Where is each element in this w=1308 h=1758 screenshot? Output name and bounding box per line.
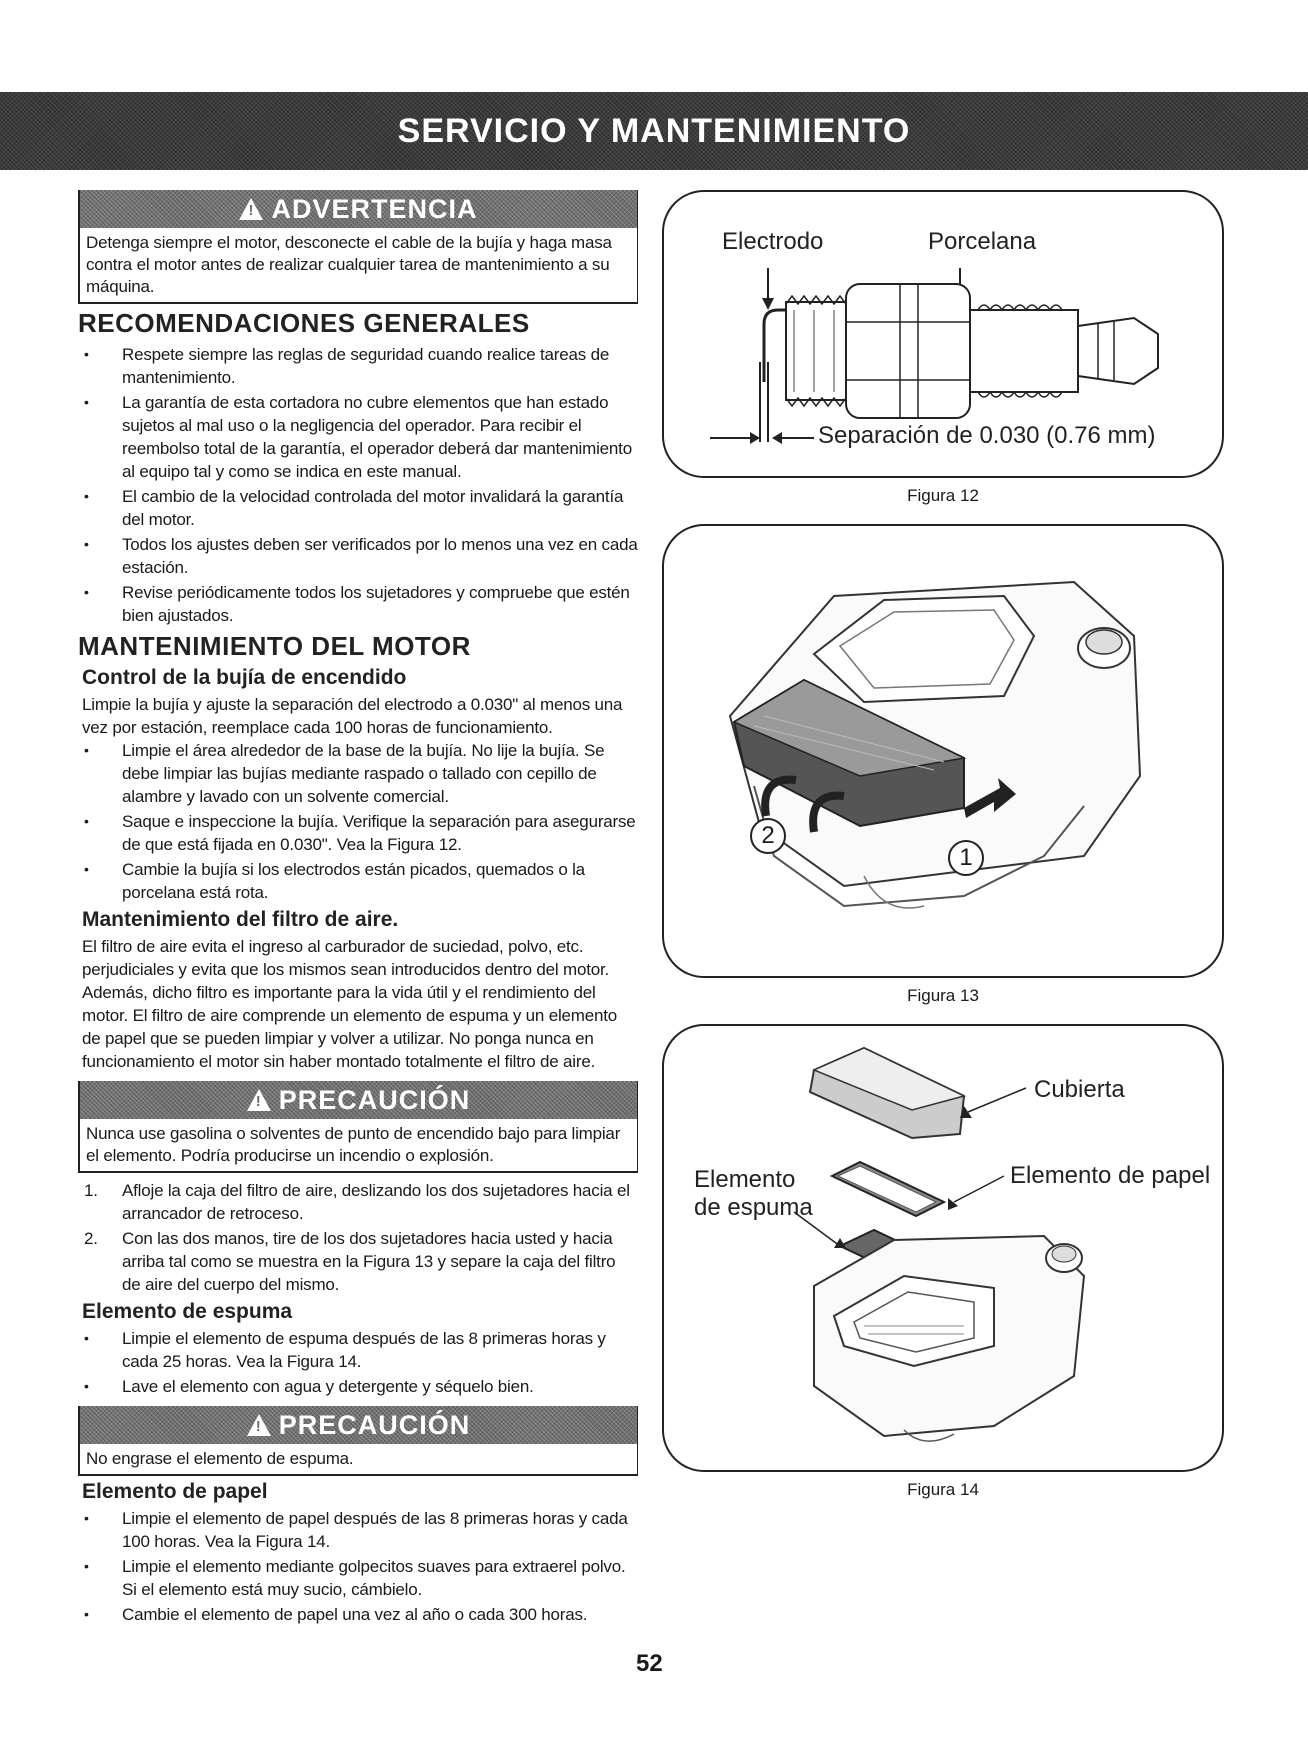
- list-item: • Saque e inspeccione la bujía. Verifique la separación para asegurarse de que está fijada en 0.030". Vea la Figura 12.: [82, 810, 638, 856]
- electrode-label: Electrodo: [722, 228, 824, 255]
- paper-list: [82, 1507, 638, 1626]
- foam-heading: Elemento de espuma: [82, 1300, 293, 1323]
- page-number: 52: [636, 1650, 663, 1677]
- figure-12: [662, 190, 1224, 478]
- caution-text: Nunca use gasolina o solventes de punto de encendido bajo para limpiar el elemento. Podría producirse un incendio o explosión.: [86, 1124, 621, 1165]
- list-item: • Respete siempre las reglas de seguridad cuando realice tareas de mantenimiento.: [82, 343, 638, 389]
- caution-box-2: [78, 1406, 638, 1476]
- spark-heading: Control de la bujía de encendido: [82, 666, 407, 689]
- left-column: [78, 190, 638, 1628]
- list-item: • Revise periódicamente todos los sujetadores y compruebe que estén bien ajustados.: [82, 581, 638, 627]
- list-item: 1. Afloje la caja del filtro de aire, deslizando los dos sujetadores hacia el arrancador de retroceso.: [84, 1181, 630, 1223]
- warning-triangle-icon: [247, 1089, 271, 1111]
- list-item: • Limpie el elemento de papel después de las 8 primeras horas y cada 100 horas. Vea la Figura 14.: [82, 1507, 638, 1553]
- foam-element-label-line1: Elemento: [694, 1166, 796, 1193]
- list-item: • Limpie el elemento de espuma después de las 8 primeras horas y cada 25 horas. Vea la Figura 14.: [82, 1327, 638, 1373]
- foam-element-label-line2: de espuma: [694, 1194, 813, 1221]
- air-filter-heading: Mantenimiento del filtro de aire.: [82, 908, 399, 931]
- spark-intro: Limpie la bujía y ajuste la separación del electrodo a 0.030" al menos una vez por estación, reemplace cada 100 horas de funcionamiento.: [82, 695, 623, 737]
- warning-triangle-icon: [247, 1414, 271, 1436]
- air-filter-parts-drawing: [664, 1026, 1222, 1470]
- engine-heading: MANTENIMIENTO DEL MOTOR: [78, 631, 471, 661]
- list-item: • Cambie el elemento de papel una vez al año o cada 300 horas.: [82, 1603, 638, 1626]
- steps-list: [82, 1179, 638, 1296]
- foam-list: [82, 1327, 638, 1398]
- page-banner: [0, 92, 1308, 170]
- caution-text: No engrase el elemento de espuma.: [86, 1449, 354, 1468]
- caution-heading: PRECAUCIÓN: [278, 1409, 471, 1440]
- figure-12-caption: Figura 12: [907, 486, 979, 505]
- figure-14-caption: Figura 14: [907, 1480, 979, 1499]
- paper-heading: Elemento de papel: [82, 1480, 268, 1503]
- gap-label: Separación de 0.030 (0.76 mm): [818, 422, 1156, 449]
- warning-header: [80, 190, 637, 228]
- cover-label: Cubierta: [1034, 1076, 1125, 1103]
- page-title: SERVICIO Y MANTENIMIENTO: [397, 111, 911, 150]
- list-item: • Todos los ajustes deben ser verificados por lo menos una vez en cada estación.: [82, 533, 638, 579]
- spark-list: [82, 739, 638, 904]
- warning-heading: ADVERTENCIA: [271, 193, 478, 224]
- caution-box: [78, 1081, 638, 1173]
- callout-2: 2: [750, 818, 786, 854]
- caution-header: [80, 1081, 637, 1119]
- figure-13-caption: Figura 13: [907, 986, 979, 1005]
- figure-14: [662, 1024, 1224, 1472]
- warning-triangle-icon: [239, 198, 263, 220]
- list-item: • Limpie el área alrededor de la base de la bujía. No lije la bujía. Se debe limpiar las bujías mediante raspado o tallado con cepillo de alambre y lavado con un solvente comercial.: [82, 739, 638, 808]
- warning-box: [78, 190, 638, 304]
- list-item: 2. Con las dos manos, tire de los dos sujetadores hacia usted y hacia arriba tal como se muestra en la Figura 13 y separe la caja del filtro de aire del cuerpo del mismo.: [84, 1229, 616, 1294]
- list-item: • Limpie el elemento mediante golpecitos suaves para extraerel polvo. Si el elemento está muy sucio, cámbielo.: [82, 1555, 638, 1601]
- list-item: • El cambio de la velocidad controlada del motor invalidará la garantía del motor.: [82, 485, 638, 531]
- list-item: • Lave el elemento con agua y detergente y séquelo bien.: [82, 1375, 638, 1398]
- air-filter-intro: El filtro de aire evita el ingreso al carburador de suciedad, polvo, etc. perjudiciales y evita que los mismos sean introducidos dentro del motor. Además, dicho filtro es importante para la vida útil y el rendimiento del motor. El filtro de aire comprende un elemento de espuma y un elemento de papel que se pueden limpiar y volver a utilizar. No ponga nunca en funcionamiento el motor sin haber montado totalmente el filtro de aire.: [82, 937, 618, 1071]
- list-item: • Cambie la bujía si los electrodos están picados, quemados o la porcelana está rota.: [82, 858, 638, 904]
- porcelain-label: Porcelana: [928, 228, 1037, 255]
- general-list: [82, 343, 638, 627]
- general-heading: RECOMENDACIONES GENERALES: [78, 308, 530, 338]
- air-filter-removal-drawing: [664, 526, 1222, 976]
- caution-header: [80, 1406, 637, 1444]
- paper-element-label: Elemento de papel: [1010, 1162, 1211, 1189]
- right-column: [662, 190, 1224, 1518]
- callout-1: 1: [948, 840, 984, 876]
- list-item: • La garantía de esta cortadora no cubre elementos que han estado sujetos al mal uso o la negligencia del operador. Para recibir el reembolso total de la garantía, el operador deberá dar mantenimiento al equipo tal y como se indica en este manual.: [82, 391, 638, 483]
- warning-text: Detenga siempre el motor, desconecte el cable de la bujía y haga masa contra el motor antes de realizar cualquier tarea de mantenimiento a su máquina.: [86, 233, 612, 296]
- caution-heading: PRECAUCIÓN: [278, 1084, 471, 1115]
- figure-13: [662, 524, 1224, 978]
